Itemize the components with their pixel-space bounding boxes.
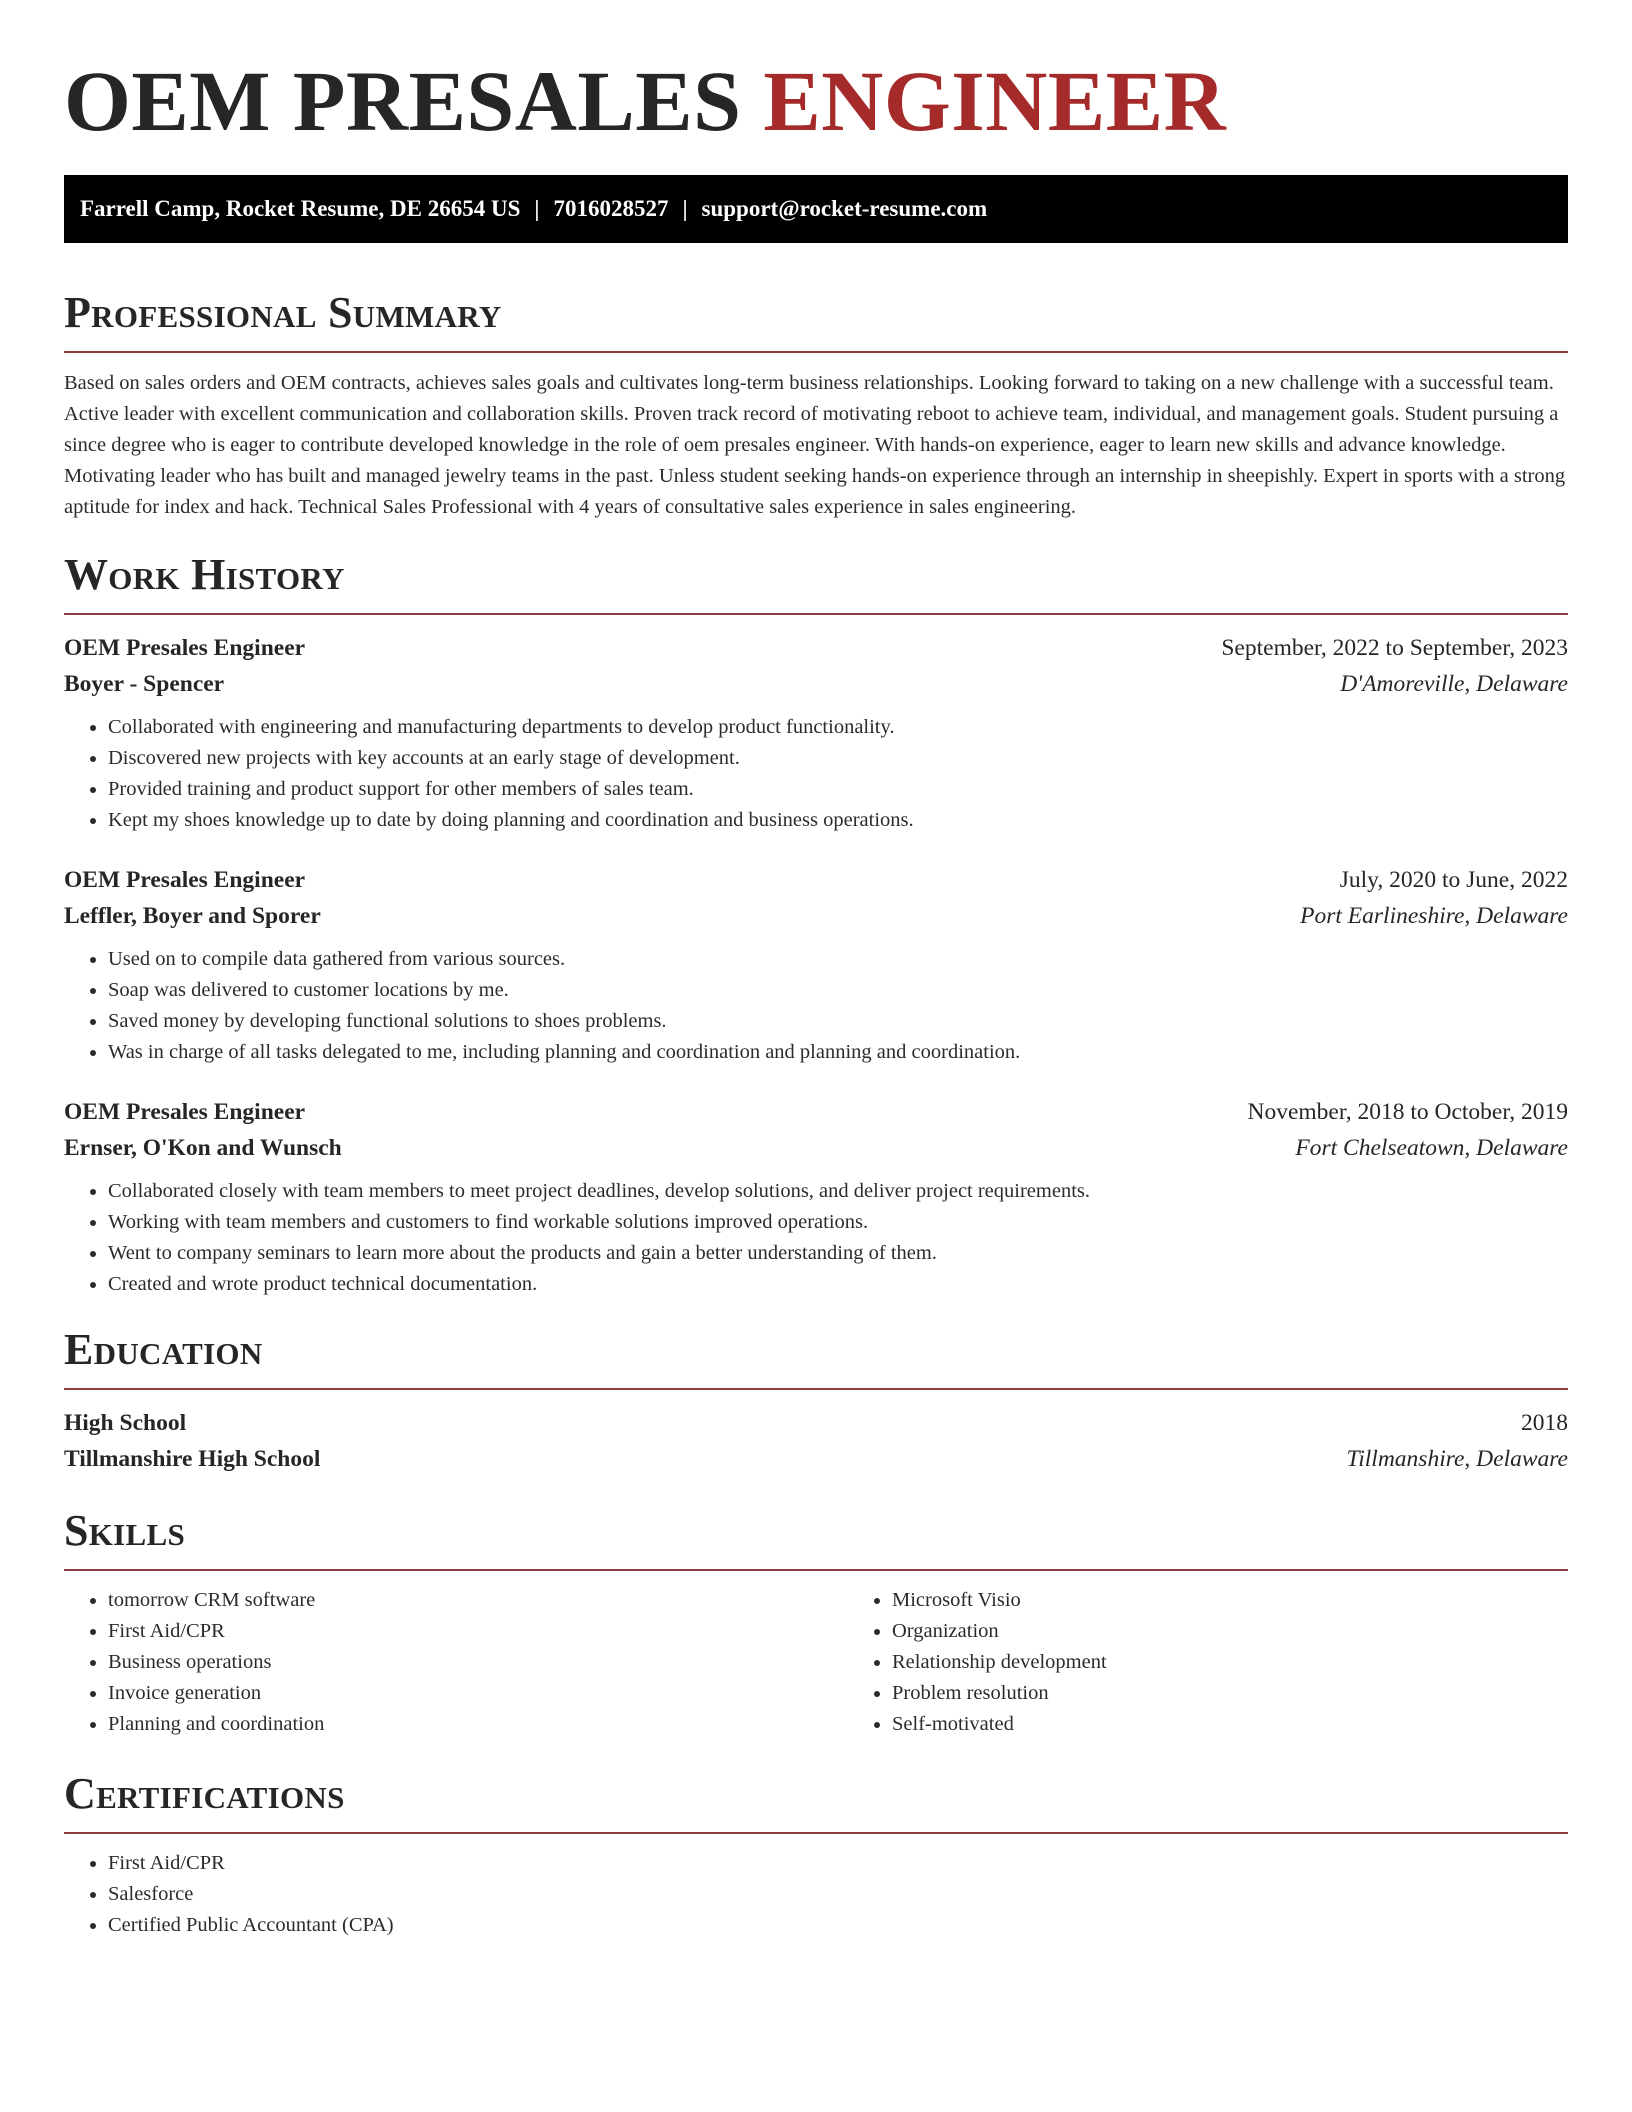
section-divider bbox=[64, 1569, 1568, 1571]
section-divider bbox=[64, 613, 1568, 615]
education-school: Tillmanshire High School bbox=[64, 1446, 321, 1472]
job-title: OEM Presales Engineer bbox=[64, 635, 306, 661]
education-school-row bbox=[64, 1441, 1568, 1477]
skills-heading: Skills bbox=[64, 1506, 186, 1555]
skill-item: • Planning and coordination bbox=[108, 1709, 848, 1740]
job-header-row bbox=[64, 630, 1568, 666]
job-location: D'Amoreville, Delaware bbox=[1340, 671, 1568, 697]
job-company-row bbox=[64, 1130, 1568, 1166]
job-bullet: • Was in charge of all tasks delegated to me, including planning and coordination and planning and coordination. bbox=[108, 1037, 1568, 1068]
job-entry bbox=[64, 862, 1568, 1068]
job-bullet: • Saved money by developing functional solutions to shoes problems. bbox=[108, 1006, 1568, 1037]
job-dates: November, 2018 to October, 2019 bbox=[1247, 1099, 1568, 1125]
job-entry bbox=[64, 1094, 1568, 1300]
education-degree: High School bbox=[64, 1410, 187, 1436]
job-company: Ernser, O'Kon and Wunsch bbox=[64, 1135, 342, 1161]
job-bullet: • Used on to compile data gathered from various sources. bbox=[108, 944, 1568, 975]
job-location: Fort Chelseatown, Delaware bbox=[1295, 1135, 1568, 1161]
contact-separator: | bbox=[682, 196, 688, 221]
job-bullet: • Working with team members and customers to find workable solutions improved operations. bbox=[108, 1207, 1568, 1238]
job-title: OEM Presales Engineer bbox=[64, 867, 306, 893]
skill-item: • Organization bbox=[892, 1616, 1632, 1647]
skill-item: • First Aid/CPR bbox=[108, 1616, 848, 1647]
certification-item: • First Aid/CPR bbox=[108, 1848, 1568, 1879]
job-bullets bbox=[64, 712, 1568, 836]
skill-item: • Microsoft Visio bbox=[892, 1585, 1632, 1616]
education-location: Tillmanshire, Delaware bbox=[1346, 1446, 1568, 1472]
summary-heading: Professional Summary bbox=[64, 288, 502, 337]
skill-item: • tomorrow CRM software bbox=[108, 1585, 848, 1616]
job-bullet: • Discovered new projects with key accounts at an early stage of development. bbox=[108, 743, 1568, 774]
job-company: Leffler, Boyer and Sporer bbox=[64, 903, 321, 929]
summary-text: Based on sales orders and OEM contracts, achieves sales goals and cultivates long-term business relationships. Looking forward to taking on a new challenge with a successful team. Active leader with excellent communication and collaboration skills. Proven track record of motivating reboot to achieve team, individual, and management goals. Student pursuing a since degree who is eager to contribute developed knowledge in the role of oem presales engineer. With hands-on experience, eager to learn new skills and advance knowledge. Motivating leader who has built and managed jewelry teams in the past. Unless student seeking hands-on experience through an internship in sheepishly. Expert in sports with a strong aptitude for index and hack. Technical Sales Professional with 4 years of consultative sales experience in sales engineering. bbox=[64, 372, 1566, 518]
contact-email[interactable]: support@rocket-resume.com bbox=[701, 196, 988, 221]
certifications-list bbox=[64, 1848, 1568, 1941]
job-bullet: • Created and wrote product technical documentation. bbox=[108, 1269, 1568, 1300]
skills-list-right bbox=[848, 1585, 1632, 1740]
job-bullet: • Soap was delivered to customer locations by me. bbox=[108, 975, 1568, 1006]
title-main: OEM PRESALES bbox=[64, 53, 742, 149]
job-bullets bbox=[64, 1176, 1568, 1300]
certifications-heading: Certifications bbox=[64, 1769, 345, 1818]
job-location: Port Earlineshire, Delaware bbox=[1300, 903, 1568, 929]
job-dates: September, 2022 to September, 2023 bbox=[1221, 635, 1568, 661]
job-bullet: • Provided training and product support for other members of sales team. bbox=[108, 774, 1568, 805]
resume-title bbox=[64, 0, 1568, 158]
certification-item: • Certified Public Accountant (CPA) bbox=[108, 1910, 1568, 1941]
section-divider bbox=[64, 1388, 1568, 1390]
education-year: 2018 bbox=[1521, 1410, 1568, 1436]
skill-item: • Self-motivated bbox=[892, 1709, 1632, 1740]
skill-item: • Problem resolution bbox=[892, 1678, 1632, 1709]
section-divider bbox=[64, 351, 1568, 353]
contact-separator: | bbox=[534, 196, 540, 221]
contact-address: Farrell Camp, Rocket Resume, DE 26654 US bbox=[80, 196, 521, 221]
job-company: Boyer - Spencer bbox=[64, 671, 225, 697]
job-title: OEM Presales Engineer bbox=[64, 1099, 306, 1125]
skills-columns bbox=[64, 1585, 1568, 1740]
job-bullet: • Kept my shoes knowledge up to date by doing planning and coordination and business operations. bbox=[108, 805, 1568, 836]
job-bullet: • Went to company seminars to learn more about the products and gain a better understanding of them. bbox=[108, 1238, 1568, 1269]
certification-item: • Salesforce bbox=[108, 1879, 1568, 1910]
job-header-row bbox=[64, 1094, 1568, 1130]
skills-list-left bbox=[64, 1585, 848, 1740]
job-company-row bbox=[64, 666, 1568, 702]
skill-item: • Invoice generation bbox=[108, 1678, 848, 1709]
skill-item: • Relationship development bbox=[892, 1647, 1632, 1678]
work-history-heading: Work History bbox=[64, 550, 345, 599]
contact-phone: 7016028527 bbox=[553, 196, 669, 221]
title-accent: ENGINEER bbox=[763, 53, 1227, 149]
job-bullets bbox=[64, 944, 1568, 1068]
job-company-row bbox=[64, 898, 1568, 934]
section-divider bbox=[64, 1832, 1568, 1834]
job-dates: July, 2020 to June, 2022 bbox=[1339, 867, 1568, 893]
education-heading: Education bbox=[64, 1325, 263, 1374]
education-entry bbox=[64, 1405, 1568, 1477]
job-bullet: • Collaborated closely with team members to meet project deadlines, develop solutions, and deliver project requirements. bbox=[108, 1176, 1568, 1207]
skill-item: • Business operations bbox=[108, 1647, 848, 1678]
contact-bar bbox=[64, 175, 1568, 243]
job-header-row bbox=[64, 862, 1568, 898]
education-header-row bbox=[64, 1405, 1568, 1441]
job-bullet: • Collaborated with engineering and manufacturing departments to develop product functionality. bbox=[108, 712, 1568, 743]
job-entry bbox=[64, 630, 1568, 836]
